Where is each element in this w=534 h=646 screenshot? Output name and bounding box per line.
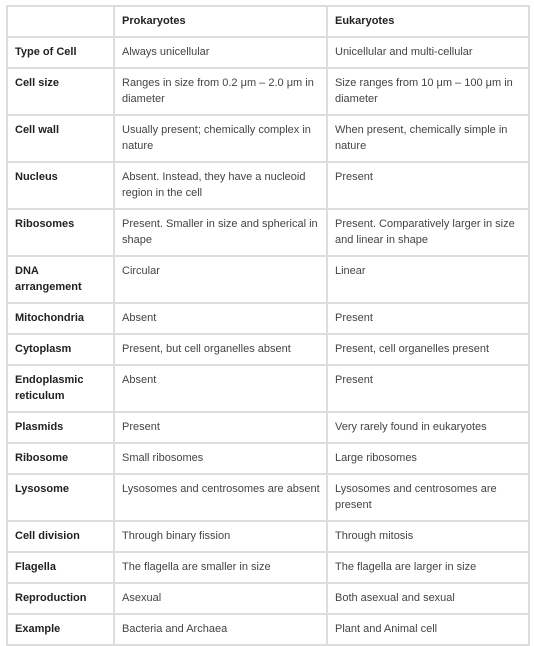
prokaryotes-cell: Absent. Instead, they have a nucleoid region in the cell [114,162,327,209]
table-row [7,256,529,303]
row-label: Ribosomes [7,209,114,256]
eukaryotes-cell: Both asexual and sexual [327,583,529,614]
prokaryotes-cell: Through binary fission [114,521,327,552]
row-label: Type of Cell [7,37,114,68]
prokaryotes-cell: Absent [114,303,327,334]
row-label: Mitochondria [7,303,114,334]
eukaryotes-cell: Linear [327,256,529,303]
eukaryotes-cell: Very rarely found in eukaryotes [327,412,529,443]
table-row [7,162,529,209]
table-row [7,334,529,365]
header-prokaryotes: Prokaryotes [114,6,327,37]
prokaryotes-cell: Ranges in size from 0.2 μm – 2.0 μm in diameter [114,68,327,115]
row-label: DNA arrangement [7,256,114,303]
row-label: Cell wall [7,115,114,162]
row-label: Endoplasmic reticulum [7,365,114,412]
prokaryotes-cell: Absent [114,365,327,412]
table-row [7,209,529,256]
row-label: Ribosome [7,443,114,474]
prokaryotes-cell: Present, but cell organelles absent [114,334,327,365]
row-label: Cytoplasm [7,334,114,365]
eukaryotes-cell: Size ranges from 10 μm – 100 μm in diameter [327,68,529,115]
prokaryotes-cell: Asexual [114,583,327,614]
prokaryotes-cell: Bacteria and Archaea [114,614,327,645]
prokaryotes-cell: Present. Smaller in size and spherical in shape [114,209,327,256]
eukaryotes-cell: Present, cell organelles present [327,334,529,365]
table-row [7,303,529,334]
table-row [7,614,529,645]
comparison-table-container [6,5,530,646]
table-row [7,365,529,412]
eukaryotes-cell: Present. Comparatively larger in size and linear in shape [327,209,529,256]
eukaryotes-cell: Plant and Animal cell [327,614,529,645]
table-row [7,443,529,474]
prokaryotes-cell: Usually present; chemically complex in nature [114,115,327,162]
eukaryotes-cell: Present [327,303,529,334]
table-row [7,552,529,583]
row-label: Lysosome [7,474,114,521]
table-row [7,412,529,443]
row-label: Nucleus [7,162,114,209]
eukaryotes-cell: When present, chemically simple in nature [327,115,529,162]
header-eukaryotes: Eukaryotes [327,6,529,37]
table-row [7,37,529,68]
table-header-row [7,6,529,37]
row-label: Reproduction [7,583,114,614]
table-row [7,115,529,162]
eukaryotes-cell: Through mitosis [327,521,529,552]
row-label: Example [7,614,114,645]
prokaryotes-cell: Present [114,412,327,443]
eukaryotes-cell: Large ribosomes [327,443,529,474]
eukaryotes-cell: Lysosomes and centrosomes are present [327,474,529,521]
row-label: Cell size [7,68,114,115]
prokaryotes-cell: Lysosomes and centrosomes are absent [114,474,327,521]
row-label: Flagella [7,552,114,583]
prokaryotes-cell: Circular [114,256,327,303]
table-row [7,583,529,614]
table-row [7,68,529,115]
prokaryotes-cell: The flagella are smaller in size [114,552,327,583]
table-row [7,474,529,521]
row-label: Cell division [7,521,114,552]
prokaryotes-cell: Always unicellular [114,37,327,68]
prokaryotes-cell: Small ribosomes [114,443,327,474]
eukaryotes-cell: Unicellular and multi-cellular [327,37,529,68]
table-row [7,521,529,552]
prokaryotes-eukaryotes-comparison-table [6,5,530,646]
header-feature-cell [7,6,114,37]
eukaryotes-cell: The flagella are larger in size [327,552,529,583]
row-label: Plasmids [7,412,114,443]
eukaryotes-cell: Present [327,162,529,209]
eukaryotes-cell: Present [327,365,529,412]
